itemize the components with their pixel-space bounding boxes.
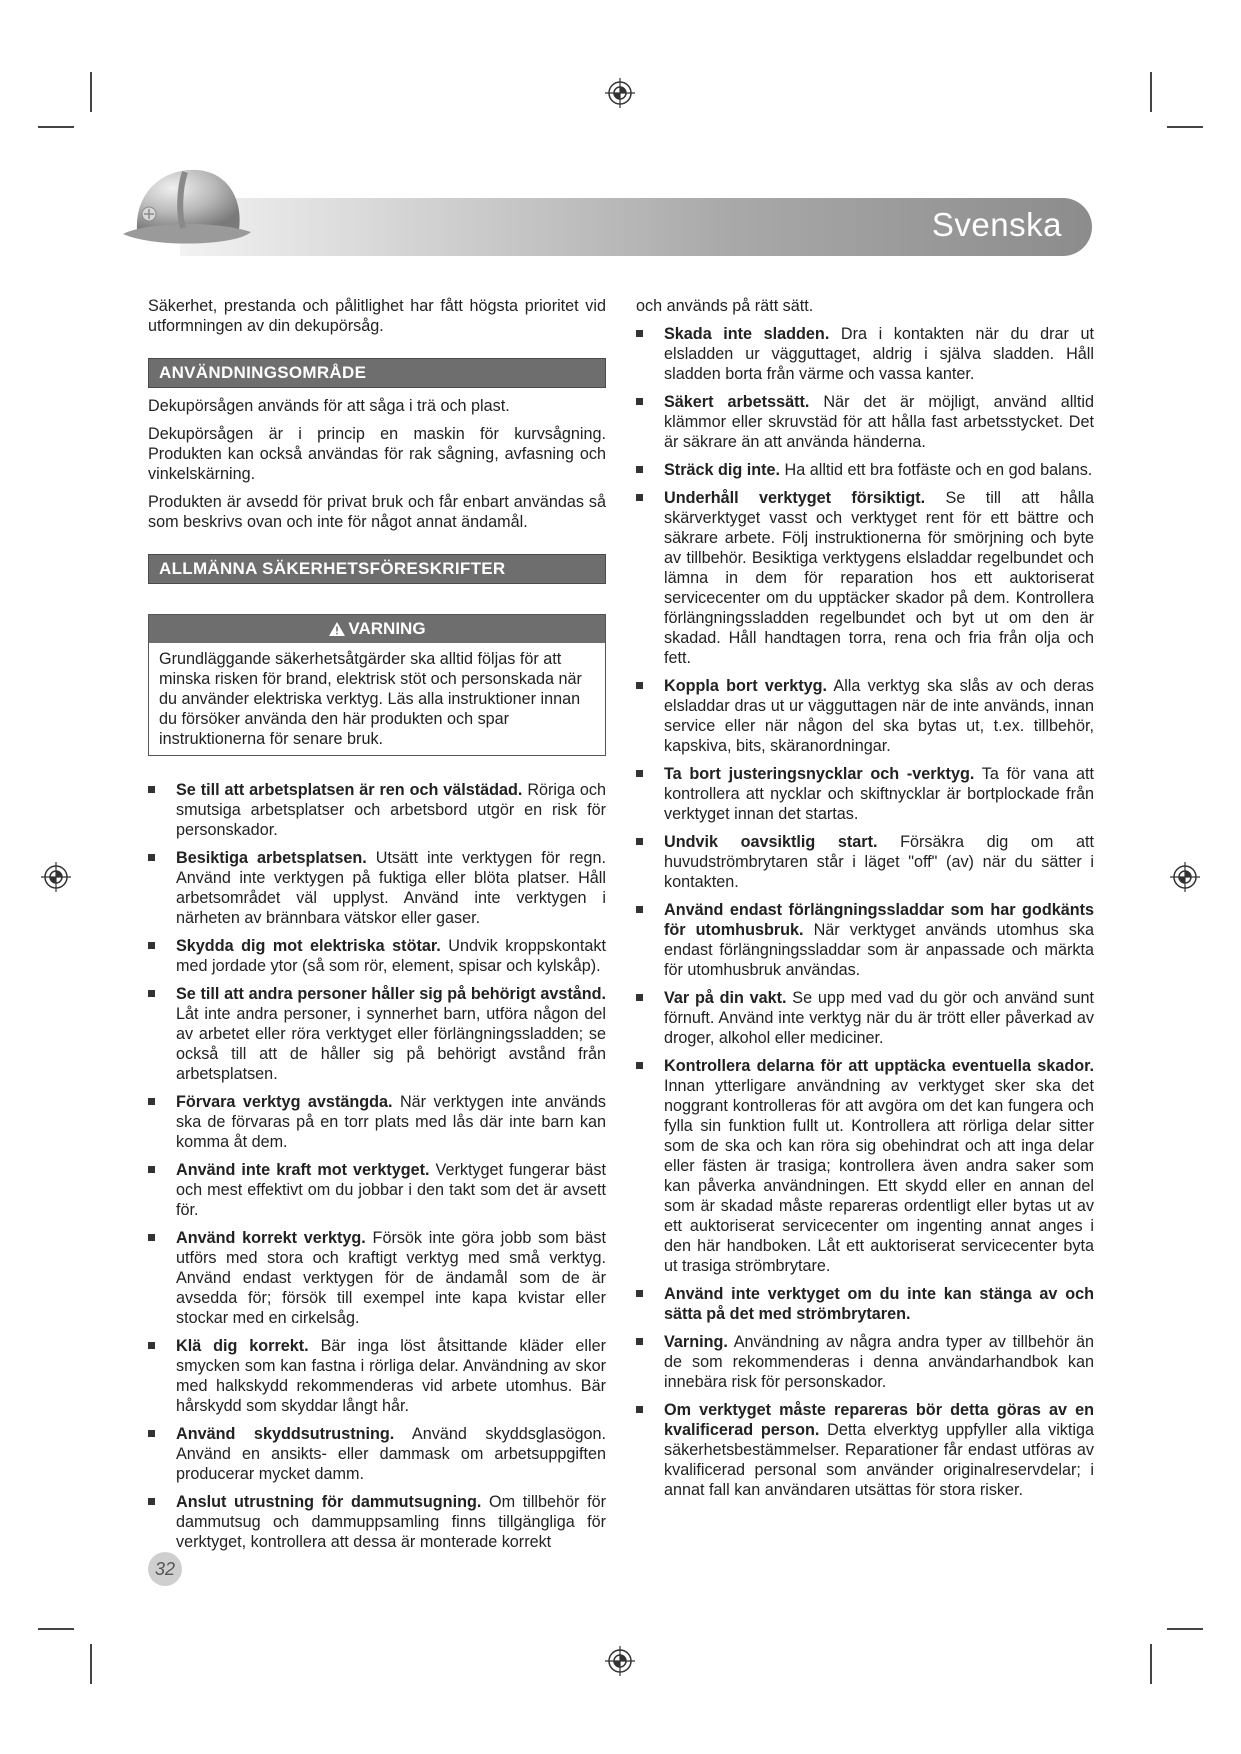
warning-box: [148, 614, 606, 756]
list-item: Skada inte sladden. Dra i kontakten när du drar ut elsladden ur vägguttaget, aldrig i själva sladden. Håll sladden borta från värme och vassa kanter.: [636, 324, 1094, 384]
warning-header: [149, 615, 605, 643]
section-heading-usage: ANVÄNDNINGSOMRÅDE: [148, 358, 606, 388]
crop-mark: [1167, 126, 1203, 128]
list-item: Använd endast förlängningssladdar som har godkänts för utomhusbruk. När verktyget används utomhus ska endast förlängningssladdar som är anpassade och märkta för utomhusbruk användas.: [636, 900, 1094, 980]
crop-mark: [90, 72, 92, 112]
list-item: Skydda dig mot elektriska stötar. Undvik kroppskontakt med jordade ytor (så som rör, element, spisar och kylskåp).: [148, 936, 606, 976]
list-item: Säkert arbetssätt. När det är möjligt, använd alltid klämmor eller skruvstäd för att hålla fast arbetsstycket. Det är säkrare än att använda händerna.: [636, 392, 1094, 452]
list-item: Använd korrekt verktyg. Försök inte göra jobb som bäst utförs med stora och kraftigt verktyg med små verktyg. Använd endast verktygen för de ändamål som de är avsedda för; försök till exempel inte kapa kvistar eller stockar med en cirkelsåg.: [148, 1228, 606, 1328]
list-item: Koppla bort verktyg. Alla verktyg ska slås av och deras elsladdar dras ut ur vägguttagen när de inte används, innan service eller när någon del ska bytas ut, t.ex. tillbehör, kapskiva, bits, skäranordningar.: [636, 676, 1094, 756]
list-item: Underhåll verktyget försiktigt. Se till att hålla skärverktyget vasst och verktyget rent för ett bättre och säkrare arbete. Följ instruktionerna för smörjning och byte av tillbehör. Besiktiga verktygens elsladdar regelbundet och lämna in dem för reparation hos ett auktoriserat servicecenter om du upptäcker skador på dem. Kontrollera förlängningssladden regelbundet och byt ut om den är skadad. Håll handtagen torra, rena och fria från olja och fett.: [636, 488, 1094, 668]
usage-paragraph: Dekupörsågen används för att såga i trä och plast.: [148, 397, 510, 415]
warning-title: VARNING: [348, 619, 426, 638]
right-column: [636, 296, 1094, 1508]
list-item: Om verktyget måste repareras bör detta göras av en kvalificerad person. Detta elverktyg uppfyller alla viktiga säkerhetsbestämmelser. Reparationer får endast utföras av kvalificerad personal som använder originalreservdelar; i annat fall kan användaren utsättas för stora risker.: [636, 1400, 1094, 1500]
intro-paragraph: Säkerhet, prestanda och pålitlighet har fått högsta prioritet vid utformningen av din dekupörsåg.: [148, 297, 606, 335]
crop-mark: [38, 126, 74, 128]
right-bullet-list: [636, 324, 1094, 1500]
registration-mark-icon: [605, 78, 635, 108]
list-item: Sträck dig inte. Ha alltid ett bra fotfäste och en god balans.: [636, 460, 1094, 480]
hard-hat-icon: [115, 160, 255, 260]
list-item: Ta bort justeringsnycklar och -verktyg. Ta för vana att kontrollera att nycklar och skiftnycklar är bortplockade från verktyget innan det startas.: [636, 764, 1094, 824]
warning-text: Grundläggande säkerhetsåtgärder ska alltid följas för att minska risken för brand, elektrisk stöt och personskada när du använder elektriska verktyg. Läs alla instruktioner innan du försöker använda den här produkten och spar instruktionerna för senare bruk.: [159, 650, 582, 748]
registration-mark-icon: [41, 862, 71, 892]
list-item: Se till att andra personer håller sig på behörigt avstånd. Låt inte andra personer, i synnerhet barn, utföra någon del av arbetet eller röra verktyget eller förlängningssladden; se också till att de håller sig på behörigt avstånd från arbetsplatsen.: [148, 984, 606, 1084]
crop-mark: [38, 1628, 74, 1630]
continuation-text: och används på rätt sätt.: [636, 297, 814, 315]
list-item: Använd inte kraft mot verktyget. Verktyget fungerar bäst och mest effektivt om du jobbar i den takt som det är avsett för.: [148, 1160, 606, 1220]
list-item: Anslut utrustning för dammutsugning. Om tillbehör för dammutsug och dammuppsamling finns tillgängliga för verktyget, kontrollera att dessa är monterade korrekt: [148, 1492, 606, 1552]
list-item: Använd skyddsutrustning. Använd skyddsglasögon. Använd en ansikts- eller dammask om arbetsuppgiften producerar mycket damm.: [148, 1424, 606, 1484]
list-item: Undvik oavsiktlig start. Försäkra dig om att huvudströmbrytaren står i läget "off" (av) när du sätter i kontakten.: [636, 832, 1094, 892]
language-title: Svenska: [931, 206, 1062, 243]
left-column: [148, 296, 606, 1560]
left-bullet-list: [148, 780, 606, 1552]
list-item: Varning. Användning av några andra typer av tillbehör än de som rekommenderas i denna användarhandbok kan innebära risk för personskador.: [636, 1332, 1094, 1392]
list-item: Se till att arbetsplatsen är ren och välstädad. Röriga och smutsiga arbetsplatser och arbetsbord utgör en risk för personskador.: [148, 780, 606, 840]
crop-mark: [90, 1644, 92, 1684]
language-header-bar: [180, 198, 1092, 256]
crop-mark: [1150, 72, 1152, 112]
page-number: 32: [148, 1552, 182, 1586]
usage-paragraph: Produkten är avsedd för privat bruk och får enbart användas så som beskrivs ovan och inte för något annat ändamål.: [148, 493, 606, 531]
registration-mark-icon: [605, 1646, 635, 1676]
list-item: Klä dig korrekt. Bär inga löst åtsittande kläder eller smycken som kan fastna i rörliga delar. Användning av skor med halkskydd rekommenderas vid arbete utomhus. Bär hårskydd som skyddar långt hår.: [148, 1336, 606, 1416]
list-item: Besiktiga arbetsplatsen. Utsätt inte verktygen för regn. Använd inte verktygen på fuktiga eller blöta platser. Håll arbetsområdet väl upplyst. Använd inte verktygen i närheten av brännbara vätskor eller gaser.: [148, 848, 606, 928]
list-item: Kontrollera delarna för att upptäcka eventuella skador. Innan ytterligare användning av verktyget sker ska det noggrant kontrolleras för att avgöra om det kan fungera och fylla sin funktion fullt ut. Kontrollera att rörliga delar sitter som de ska och kan röra sig obehindrat och att inga delar eller fästen är trasiga; kontrollera även andra saker som kan påverka användningen. Ett skydd eller en annan del som är skadad måste repareras ordentligt eller bytas ut av ett auktoriserat servicecenter om ingenting annat anges i den här handboken. Låt ett auktoriserat servicecenter byta ut trasiga strömbrytare.: [636, 1056, 1094, 1276]
crop-mark: [1150, 1644, 1152, 1684]
usage-paragraph: Dekupörsågen är i princip en maskin för kurvsågning. Produkten kan också användas för rak sågning, avfasning och vinkelskärning.: [148, 425, 606, 483]
warning-triangle-icon: [328, 621, 346, 637]
list-item: Använd inte verktyget om du inte kan stänga av och sätta på det med strömbrytaren.: [636, 1284, 1094, 1324]
section-heading-safety: ALLMÄNNA SÄKERHETSFÖRESKRIFTER: [148, 554, 606, 584]
list-item: Förvara verktyg avstängda. När verktygen inte används ska de förvaras på en torr plats med lås där inte barn kan komma åt dem.: [148, 1092, 606, 1152]
crop-mark: [1167, 1628, 1203, 1630]
registration-mark-icon: [1170, 862, 1200, 892]
list-item: Var på din vakt. Se upp med vad du gör och använd sunt förnuft. Använd inte verktyg när du är trött eller påverkad av droger, alkohol eller mediciner.: [636, 988, 1094, 1048]
